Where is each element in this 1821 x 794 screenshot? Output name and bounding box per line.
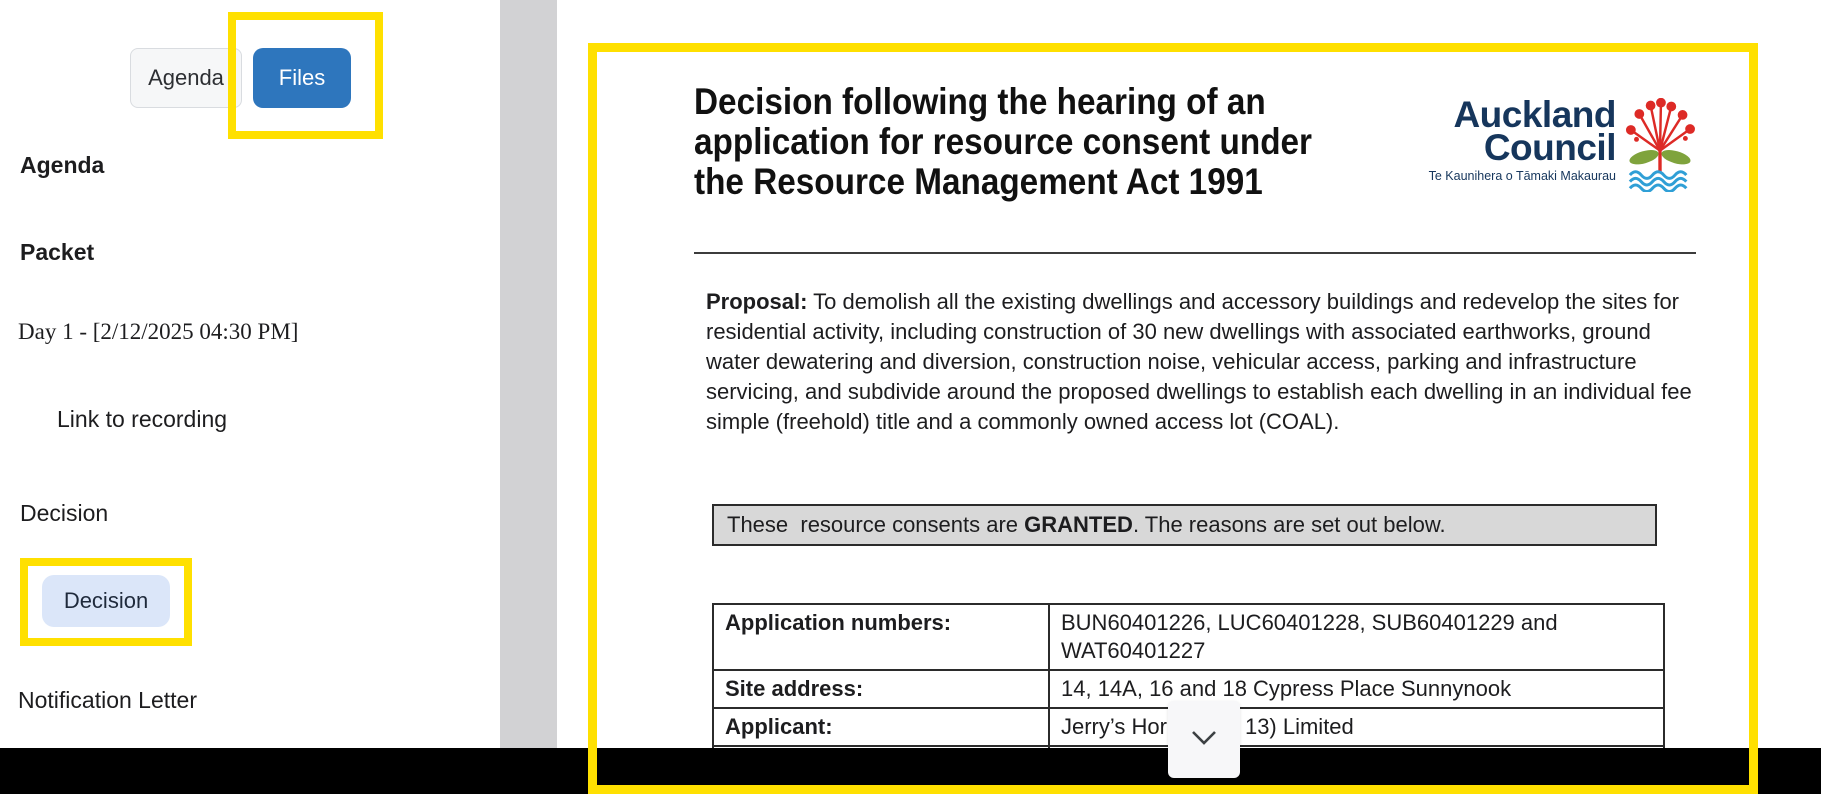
sidebar-item-day1[interactable]: Day 1 - [2/12/2025 04:30 PM] — [18, 319, 299, 344]
sidebar-heading-packet: Packet — [20, 239, 95, 265]
document-title-line2: application for resource consent under — [694, 121, 1313, 162]
bottom-black-bar — [0, 748, 1821, 794]
tab-files-label: Files — [278, 65, 326, 90]
proposal-paragraph — [706, 287, 1706, 437]
applicant-label: Applicant: — [713, 708, 1049, 746]
decision-button[interactable] — [42, 575, 170, 627]
granted-prefix: These resource consents are — [727, 512, 1025, 537]
application-numbers-label: Application numbers: — [713, 604, 1049, 670]
sidebar-item-link-to-recording[interactable]: Link to recording — [57, 406, 228, 432]
tab-files[interactable] — [253, 48, 351, 108]
pohutukawa-flower-icon — [1616, 98, 1698, 197]
granted-word: GRANTED — [1024, 512, 1133, 537]
applicant-value-left: Jerry’s Hor — [1061, 714, 1167, 739]
site-address-label: Site address: — [713, 670, 1049, 708]
auckland-council-logo — [1398, 94, 1698, 197]
document-title-line1: Decision following the hearing of an — [694, 81, 1266, 122]
document-title-line3: the Resource Management Act 1991 — [694, 161, 1263, 202]
sidebar-heading-agenda: Agenda — [20, 152, 105, 178]
panel-divider-strip[interactable] — [500, 0, 557, 794]
scroll-down-button[interactable] — [1168, 701, 1240, 778]
applicant-value-right: 13) Limited — [1244, 714, 1354, 739]
document-title — [694, 82, 1381, 202]
proposal-label: Proposal: — [706, 289, 808, 314]
granted-statement-box — [712, 504, 1657, 546]
applicant-value — [1049, 708, 1664, 746]
site-address-value: 14, 14A, 16 and 18 Cypress Place Sunnynook — [1049, 670, 1664, 708]
granted-suffix: . The reasons are set out below. — [1132, 512, 1446, 537]
tab-agenda-label: Agenda — [148, 65, 224, 90]
table-row-application-numbers — [713, 604, 1664, 670]
sidebar-item-notification-letter[interactable]: Notification Letter — [18, 687, 197, 713]
proposal-text: To demolish all the existing dwellings and accessory buildings and redevelop the sites for residential activity, including construction of 30 new dwellings with associated earthworks, ground water dewatering and diversion, construction noise, vehicular access, parking and infrastructure servicing, and subdivide around the proposed dwellings to establish each dwelling in an individual fee simple (freehold) title and a commonly owned access lot (COAL). — [706, 289, 1692, 434]
application-numbers-value: BUN60401226, LUC60401228, SUB60401229 and WAT60401227 — [1049, 604, 1664, 670]
logo-name-line2: Council — [1483, 127, 1616, 168]
sidebar-item-decision[interactable]: Decision — [20, 500, 109, 526]
tab-agenda[interactable] — [130, 48, 242, 108]
logo-name-line1: Auckland — [1453, 94, 1616, 135]
decision-button-label: Decision — [63, 588, 149, 613]
chevron-down-icon — [1190, 729, 1218, 751]
horizontal-rule — [694, 252, 1696, 254]
logo-tagline: Te Kaunihera o Tāmaki Makaurau — [1428, 169, 1616, 183]
